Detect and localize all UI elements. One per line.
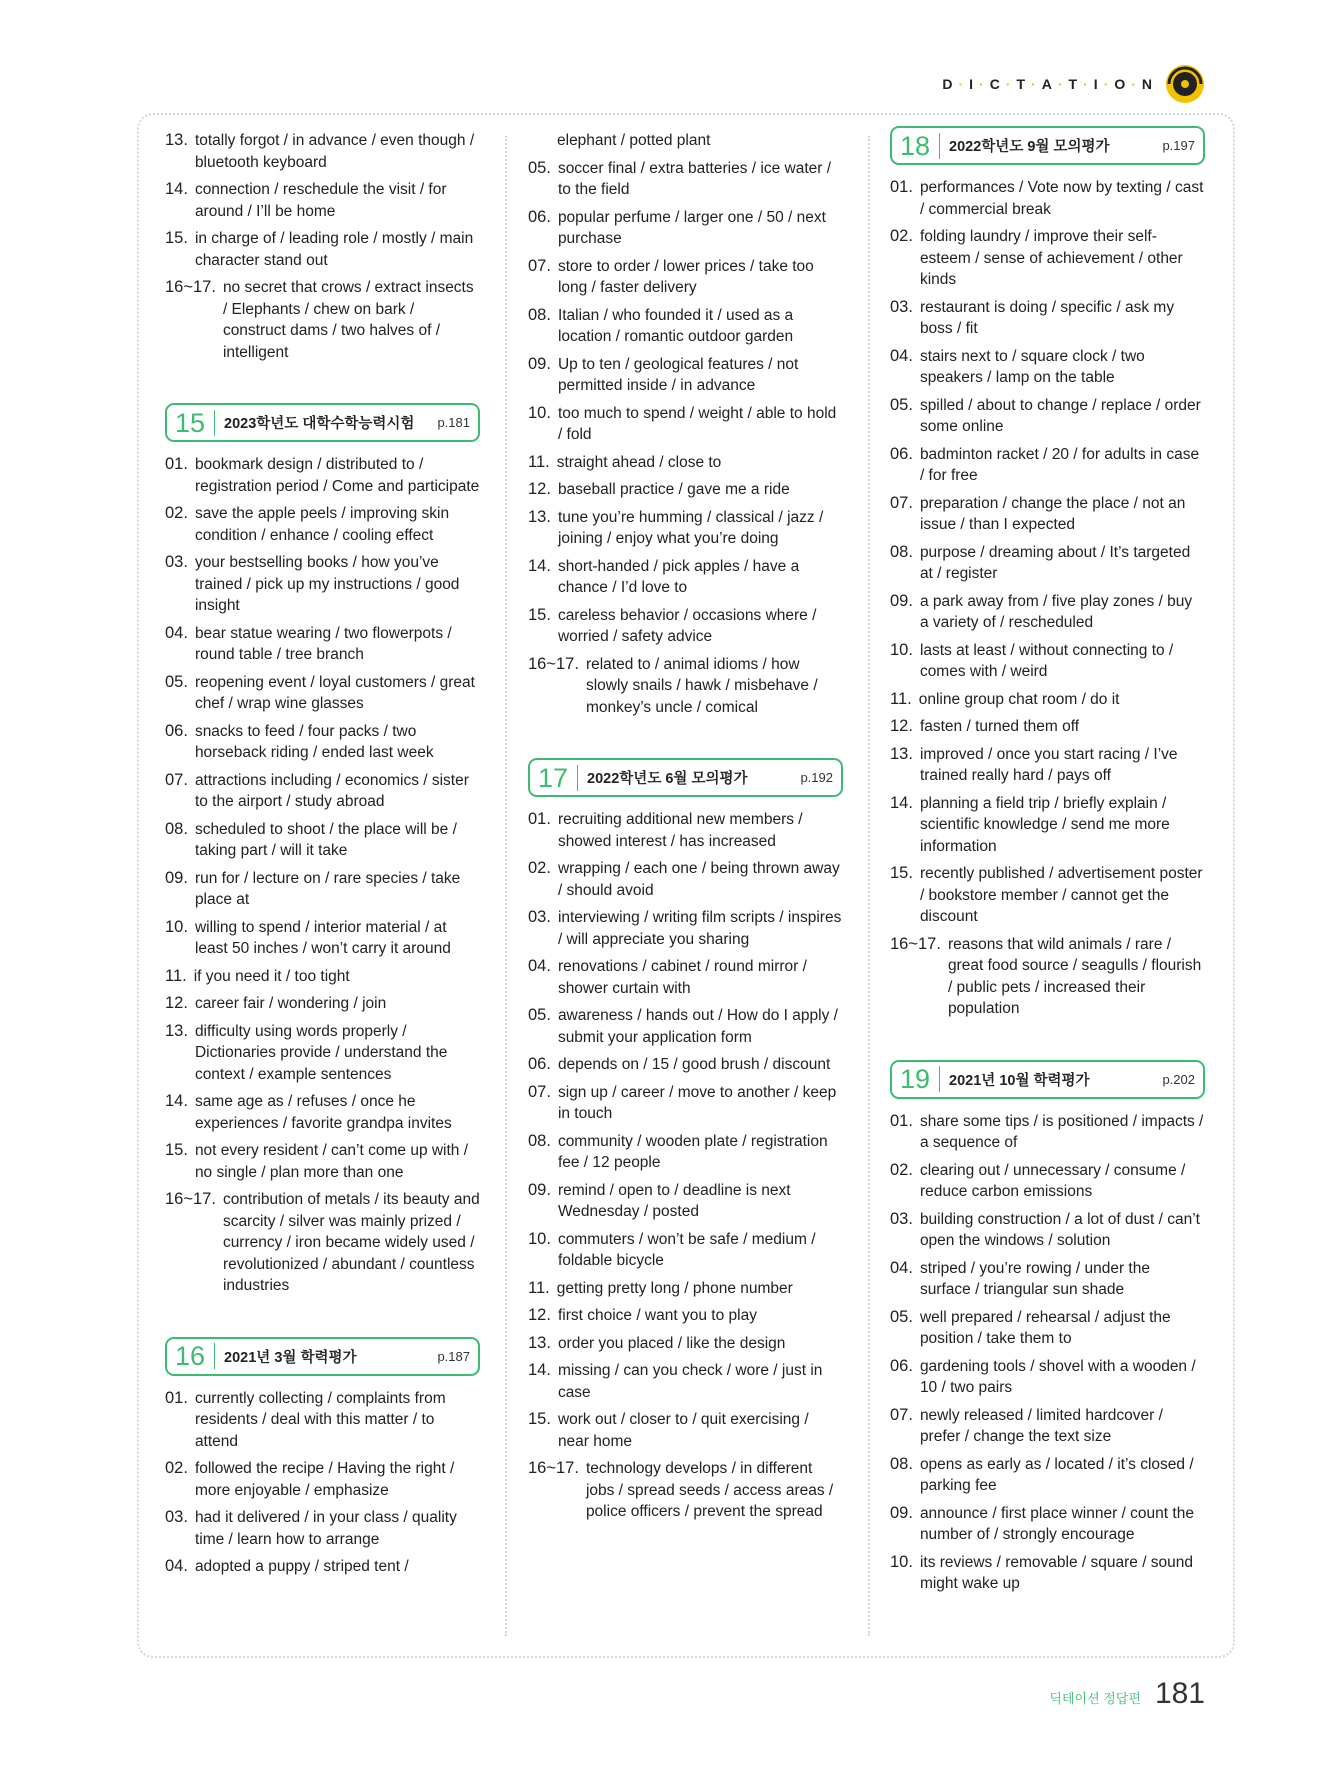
item-answer: preparation / change the place / not an issue / than I expected [919,494,1186,533]
item-answer: snacks to feed / four packs / two horseback riding / ended last week [194,722,434,761]
item-answer: contribution of metals / its beauty and scarcity / silver was mainly prized / currency / iron became widely used / revolutionized / abundant / countless industries [222,1191,480,1294]
answer-item [165,993,480,1015]
section-title: 2022학년도 6월 모의평가 [587,771,748,787]
item-answer: Italian / who founded it / used as a location / romantic outdoor garden [557,306,794,345]
answer-item [165,179,480,222]
section-page-ref: p.197 [1162,138,1195,153]
section-number: 19 [900,1066,940,1092]
item-answer: lasts at least / without connecting to / comes with / weird [919,641,1174,680]
item-answer: adopted a puppy / striped tent / [194,1558,409,1575]
item-answer: willing to spend / interior material / at least 50 inches / won’t carry it around [194,918,451,957]
item-number: 08. [165,819,188,838]
item-number: 03. [890,297,913,316]
item-number: 13. [890,744,913,763]
item-answer: scheduled to shoot / the place will be / taking part / will it take [194,820,457,859]
footer-label: 딕테이션 정답편 [1049,1691,1141,1706]
brand-letter: I [969,76,975,92]
answer-item [890,1552,1205,1595]
item-answer: getting pretty long / phone number [556,1279,793,1297]
item-number: 02. [165,504,188,522]
answer-item [890,493,1205,536]
item-answer: technology develops / in different jobs / spread seeds / access areas / police officers / prevent the spread [585,1460,834,1520]
item-answer: building construction / a lot of dust / can’t open the windows / solution [919,1210,1200,1249]
item-number: 03. [528,908,551,926]
answer-item [890,1111,1205,1154]
item-number: 03. [165,1508,188,1526]
item-number: 13. [528,1333,551,1352]
item-answer: improved / once you start racing / I’ve trained really hard / pays off [919,745,1178,784]
item-number: 09. [528,354,551,373]
answer-item [890,863,1205,928]
item-answer: tune you’re humming / classical / jazz / joining / enjoy what you’re doing [557,508,824,547]
item-number: 07. [890,493,913,512]
section-header-18 [890,126,1205,165]
item-answer: followed the recipe / Having the right / more enjoyable / emphasize [194,1460,455,1499]
item-answer: currently collecting / complaints from residents / deal with this matter / to attend [194,1389,446,1450]
item-number: 11. [528,1278,550,1297]
answer-item [165,1556,480,1578]
item-answer: in charge of / leading role / mostly / main character stand out [194,230,474,269]
item-answer: store to order / lower prices / take too long / faster delivery [557,257,814,296]
item-number: 10. [890,1552,913,1571]
answer-item [890,744,1205,787]
item-number: 10. [528,403,551,422]
item-answer: soccer final / extra batteries / ice water / to the field [557,159,832,198]
section-number: 16 [175,1343,215,1369]
item-answer: reopening event / loyal customers / great chef / wrap wine glasses [194,673,475,712]
answer-item [890,1503,1205,1546]
column-divider [505,136,507,1636]
answer-item [528,1005,843,1048]
item-answer: online group chat room / do it [918,690,1120,708]
item-number: 07. [890,1405,913,1424]
answer-item [165,228,480,271]
item-answer: stairs next to / square clock / two speakers / lamp on the table [919,347,1145,386]
brand-letter: T [1068,76,1079,92]
item-number: 15. [890,864,913,882]
dictation-brand [942,64,1205,104]
item-answer: a park away from / five play zones / buy a variety of / rescheduled [919,592,1193,631]
section-page-ref: p.202 [1162,1071,1195,1087]
brand-letter: T [1016,76,1027,92]
item-answer: performances / Vote now by texting / cast / commercial break [919,179,1204,218]
item-answer: reasons that wild animals / rare / great food source / seagulls / flourish / public pets / increased their population [947,935,1202,1017]
answer-item [165,1140,480,1183]
answer-item [528,1305,843,1327]
item-answer: wrapping / each one / being thrown away / should avoid [557,860,840,899]
answer-item [528,654,843,719]
item-number: 04. [165,623,188,642]
answer-item [528,403,843,446]
item-number: 04. [165,1557,188,1575]
item-answer: share some tips / is positioned / impacts / a sequence of [919,1112,1204,1151]
item-answer: bookmark design / distributed to / registration period / Come and participate [194,456,480,495]
item-number: 01. [890,1111,913,1130]
answer-item [165,966,480,988]
item-answer: depends on / 15 / good brush / discount [557,1056,831,1073]
section-header-16 [165,1337,480,1376]
item-number: 08. [890,1454,913,1473]
item-number: 12. [890,717,913,735]
item-number: 14. [165,180,188,198]
item-number: 07. [528,256,551,275]
item-number: 15. [165,1141,188,1159]
item-number: 01. [890,178,913,196]
item-number: 10. [528,1229,551,1248]
item-number: 01. [165,455,188,473]
item-answer: spilled / about to change / replace / order some online [919,396,1201,435]
item-number: 15. [528,1410,551,1428]
answer-item [528,1054,843,1076]
answer-item [528,452,843,474]
brand-letter: I [1093,76,1099,92]
item-number: 12. [528,1306,551,1324]
item-number: 16~17. [890,934,941,953]
section-title: 2022학년도 9월 모의평가 [949,139,1110,155]
section-title: 2023학년도 대학수학능력시험 [224,416,415,432]
answer-item [165,277,480,363]
answer-item [890,1405,1205,1448]
item-answer: recently published / advertisement poster / bookstore member / cannot get the discount [919,865,1203,925]
item-number: 04. [528,957,551,975]
section-page-ref: p.192 [800,770,833,785]
answer-item [890,346,1205,389]
item-number: 11. [890,689,912,708]
answer-item [528,130,843,152]
item-answer: interviewing / writing film scripts / inspires / will appreciate you sharing [557,909,842,948]
item-answer: folding laundry / improve their self-esteem / sense of achievement / other kinds [919,228,1183,288]
item-number: 09. [528,1180,551,1199]
column-3 [890,126,1205,1601]
item-number: 08. [528,305,551,324]
item-number: 11. [165,966,187,985]
answer-item [890,1258,1205,1301]
item-answer: your bestselling books / how you’ve trained / pick up my instructions / good insight [194,554,460,614]
section-header-19 [890,1060,1205,1099]
answer-item [528,207,843,250]
item-number: 01. [165,1388,188,1407]
answer-item [528,858,843,901]
brand-letter: C [989,76,1001,92]
item-number: 05. [528,1006,551,1024]
answer-item [528,1229,843,1272]
item-answer: straight ahead / close to [556,453,722,471]
item-number: 01. [528,810,551,828]
answer-item [528,1082,843,1125]
answer-item [528,305,843,348]
answer-item [890,444,1205,487]
item-number: 08. [890,542,913,561]
item-answer: difficulty using words properly / Dictionaries provide / understand the context / example sentences [194,1022,448,1083]
column-divider [868,136,870,1636]
answer-item [165,1021,480,1086]
answer-item [890,1160,1205,1203]
item-answer: planning a field trip / briefly explain / scientific knowledge / send me more information [919,794,1170,855]
item-answer: gardening tools / shovel with a wooden / 10 / two pairs [919,1357,1196,1396]
item-number: 15. [528,605,551,624]
dictation-title: D · I · C · T · A · T · I · O · N [942,76,1153,92]
answer-item [165,130,480,173]
column-2 [528,130,843,1529]
item-number: 13. [165,1021,188,1040]
item-answer: short-handed / pick apples / have a chance / I’d love to [557,557,800,596]
section-page-ref: p.187 [437,1348,470,1364]
item-answer: remind / open to / deadline is next Wednesday / posted [557,1181,791,1220]
item-number: 05. [890,395,913,414]
answer-item [528,158,843,201]
section-title: 2021년 10월 학력평가 [949,1072,1090,1089]
column-1 [165,130,480,1584]
item-answer: too much to spend / weight / able to hold / fold [557,404,837,443]
item-answer: baseball practice / gave me a ride [557,481,790,498]
cd-icon [1165,64,1205,104]
item-number: 14. [165,1092,188,1110]
item-number: 02. [528,859,551,877]
item-answer: community / wooden plate / registration fee / 12 people [557,1132,828,1171]
answer-item [165,454,480,497]
item-answer: not every resident / can’t come up with / no single / plan more than one [194,1142,469,1181]
item-answer: restaurant is doing / specific / ask my boss / fit [919,298,1175,337]
item-answer: no secret that crows / extract insects / Elephants / chew on bark / construct dams / two halves of / intelligent [222,279,474,361]
item-answer: careless behavior / occasions where / worried / safety advice [557,606,817,645]
page-number: 181 [1154,1677,1205,1710]
item-answer: attractions including / economics / sister to the airport / study abroad [194,771,469,810]
answer-item [528,354,843,397]
item-number: 13. [528,507,551,526]
item-number: 10. [165,917,188,936]
item-number: 05. [528,158,551,177]
item-answer: newly released / limited hardcover / prefer / change the text size [919,1406,1163,1445]
item-number: 02. [890,1160,913,1179]
item-answer: bear statue wearing / two flowerpots / round table / tree branch [194,624,452,663]
section-number: 17 [538,765,578,791]
item-number: 16~17. [165,278,216,296]
answer-item [890,1356,1205,1399]
answer-item [528,605,843,648]
item-answer: commuters / won’t be safe / medium / foldable bicycle [557,1230,816,1269]
answer-item [165,819,480,862]
answer-item [528,1333,843,1355]
item-answer: purpose / dreaming about / It’s targeted at / register [919,543,1191,582]
item-answer: announce / first place winner / count the number of / strongly encourage [919,1504,1194,1543]
item-answer: opens as early as / located / it’s closed / parking fee [919,1455,1194,1494]
item-number: 10. [890,640,913,659]
item-number: 04. [890,346,913,365]
item-answer: badminton racket / 20 / for adults in case / for free [919,445,1200,484]
answer-item [165,868,480,911]
item-answer: well prepared / rehearsal / adjust the position / take them to [919,1308,1171,1347]
answer-item [528,1360,843,1403]
item-answer: work out / closer to / quit exercising / near home [557,1411,809,1450]
item-number: 08. [528,1131,551,1150]
answer-item [165,1091,480,1134]
item-number: 09. [890,1503,913,1522]
item-answer: Up to ten / geological features / not permitted inside / in advance [557,355,799,394]
item-number: 16~17. [528,1459,579,1477]
answer-item [890,640,1205,683]
answer-item [528,1458,843,1523]
item-answer: same age as / refuses / once he experiences / favorite grandpa invites [194,1093,452,1132]
item-number: 07. [528,1082,551,1101]
brand-letter: D [942,76,954,92]
item-answer: sign up / career / move to another / keep in touch [557,1083,837,1122]
item-number: 13. [165,131,188,149]
answer-item [528,1409,843,1452]
answer-item [890,177,1205,220]
answer-item [890,226,1205,291]
item-answer: first choice / want you to play [557,1307,757,1324]
answer-item [890,689,1205,711]
answer-item [165,672,480,715]
answer-item [165,1458,480,1501]
section-number: 18 [900,133,940,159]
item-number: 09. [890,591,913,610]
item-number: 16~17. [165,1190,216,1208]
item-answer: awareness / hands out / How do I apply / submit your application form [557,1007,838,1046]
item-answer: missing / can you check / wore / just in case [557,1362,823,1401]
item-number: 14. [890,793,913,812]
item-answer: fasten / turned them off [919,718,1080,735]
item-answer: related to / animal idioms / how slowly snails / hawk / misbehave / monkey’s uncle / comical [585,655,818,716]
answer-item [528,956,843,999]
item-answer: career fair / wondering / join [194,995,387,1012]
answer-item [528,1278,843,1300]
item-answer: popular perfume / larger one / 50 / next purchase [557,208,826,247]
item-number: 12. [528,480,551,498]
item-number: 06. [890,444,913,463]
answer-item [528,556,843,599]
answer-item [165,552,480,617]
brand-letter: A [1041,76,1053,92]
item-number: 04. [890,1258,913,1277]
answer-item [165,503,480,546]
item-answer: had it delivered / in your class / quality time / learn how to arrange [194,1509,457,1548]
item-answer: run for / lecture on / rare species / take place at [194,869,461,908]
answer-item [165,770,480,813]
section-number: 15 [175,410,215,436]
answer-item [890,591,1205,634]
item-answer: if you need it / too tight [193,967,350,985]
item-number: 15. [165,229,188,247]
answer-item [528,507,843,550]
item-number: 11. [528,452,550,471]
item-answer: elephant / potted plant [557,132,711,149]
answer-item [890,1307,1205,1350]
item-answer: renovations / cabinet / round mirror / shower curtain with [557,958,807,997]
answer-item [528,256,843,299]
answer-item [528,809,843,852]
item-number: 02. [890,227,913,245]
item-number: 06. [528,207,551,226]
answer-item [165,721,480,764]
answer-item [528,1180,843,1223]
item-answer: its reviews / removable / square / sound might wake up [919,1553,1194,1592]
item-answer: clearing out / unnecessary / consume / reduce carbon emissions [919,1161,1186,1200]
item-number: 09. [165,868,188,887]
answer-item [165,1388,480,1453]
item-answer: order you placed / like the design [557,1334,786,1352]
item-number: 14. [528,556,551,575]
answer-item [528,907,843,950]
item-number: 06. [890,1356,913,1375]
item-number: 07. [165,770,188,789]
answer-item [890,793,1205,858]
brand-letter: N [1141,76,1153,92]
answer-item [890,1454,1205,1497]
answer-item [528,1131,843,1174]
answer-item [528,479,843,501]
item-number: 06. [528,1055,551,1073]
answer-item [890,297,1205,340]
section-title: 2021년 3월 학력평가 [224,1349,357,1366]
item-number: 14. [528,1361,551,1379]
answer-item [165,1189,480,1297]
item-number: 03. [165,553,188,571]
section-page-ref: p.181 [437,415,470,430]
answer-item [165,917,480,960]
brand-letter: O [1114,76,1127,92]
item-answer: connection / reschedule the visit / for around / I’ll be home [194,181,447,220]
item-answer: totally forgot / in advance / even though / bluetooth keyboard [194,132,475,171]
answer-item [890,716,1205,738]
answer-item [890,395,1205,438]
answer-item [890,1209,1205,1252]
section-header-15 [165,403,480,442]
item-number: 16~17. [528,654,579,673]
page-footer [1049,1677,1205,1711]
section-header-17 [528,758,843,797]
answer-item [890,934,1205,1020]
item-answer: save the apple peels / improving skin condition / enhance / cooling effect [194,505,450,544]
answer-item [165,1507,480,1550]
answer-item [165,623,480,666]
item-number: 03. [890,1209,913,1228]
item-number: 02. [165,1459,188,1477]
item-answer: recruiting additional new members / showed interest / has increased [557,811,803,850]
item-number: 06. [165,721,188,740]
item-answer: striped / you’re rowing / under the surface / triangular sun shade [919,1259,1150,1298]
answer-item [890,542,1205,585]
item-number: 12. [165,994,188,1012]
item-number: 05. [165,672,188,691]
item-number: 05. [890,1307,913,1326]
